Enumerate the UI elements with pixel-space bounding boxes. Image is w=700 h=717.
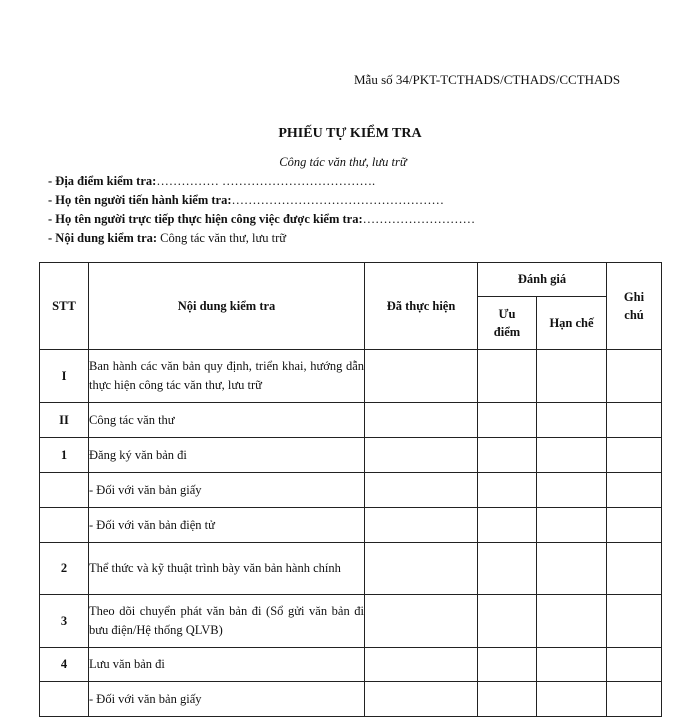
header-note: Ghi chú bbox=[607, 263, 662, 350]
page-subtitle: Công tác văn thư, lưu trữ bbox=[279, 155, 407, 169]
row-note-cell bbox=[607, 508, 662, 543]
inspector-value: …………………………………………… bbox=[231, 193, 445, 207]
row-done-cell bbox=[365, 403, 478, 438]
header-limitation: Hạn chế bbox=[537, 297, 607, 350]
row-done-cell bbox=[365, 508, 478, 543]
info-location bbox=[48, 172, 475, 191]
row-strength-cell bbox=[478, 543, 537, 595]
location-label: - Địa điểm kiểm tra: bbox=[48, 174, 157, 188]
table-row bbox=[40, 595, 662, 648]
row-limitation-cell bbox=[537, 682, 607, 717]
table-row bbox=[40, 438, 662, 473]
location-value: …………… ………………………………. bbox=[156, 174, 376, 188]
row-done-cell bbox=[365, 595, 478, 648]
row-note-cell bbox=[607, 595, 662, 648]
row-stt: 4 bbox=[40, 648, 89, 682]
row-stt bbox=[40, 473, 89, 508]
header-evaluation: Đánh giá bbox=[478, 263, 607, 297]
row-note-cell bbox=[607, 543, 662, 595]
row-done-cell bbox=[365, 648, 478, 682]
form-code: Mẫu số 34/PKT-TCTHADS/CTHADS/CCTHADS bbox=[354, 72, 621, 87]
row-content: Ban hành các văn bản quy định, triển khai, hướng dẫn thực hiện công tác văn thư, lưu trữ bbox=[89, 350, 365, 403]
row-content: Đăng ký văn bản đi bbox=[89, 438, 365, 473]
row-limitation-cell bbox=[537, 350, 607, 403]
row-content: Công tác văn thư bbox=[89, 403, 365, 438]
row-note-cell bbox=[607, 350, 662, 403]
row-stt: 3 bbox=[40, 595, 89, 648]
table-row bbox=[40, 508, 662, 543]
row-content: - Đối với văn bản điện tử bbox=[89, 508, 365, 543]
row-strength-cell bbox=[478, 350, 537, 403]
row-content: - Đối với văn bản giấy bbox=[89, 473, 365, 508]
table-row bbox=[40, 403, 662, 438]
performer-label: - Họ tên người trực tiếp thực hiện công việc được kiểm tra: bbox=[48, 212, 363, 226]
page-title: PHIẾU TỰ KIỂM TRA bbox=[278, 126, 422, 141]
info-content bbox=[48, 229, 475, 248]
table-row bbox=[40, 682, 662, 717]
row-content: - Đối với văn bản giấy bbox=[89, 682, 365, 717]
header-stt: STT bbox=[40, 263, 89, 350]
table-row bbox=[40, 543, 662, 595]
row-strength-cell bbox=[478, 648, 537, 682]
row-stt: I bbox=[40, 350, 89, 403]
row-stt bbox=[40, 508, 89, 543]
content-label: - Nội dung kiểm tra: bbox=[48, 231, 158, 245]
info-block bbox=[48, 172, 475, 248]
info-inspector bbox=[48, 191, 475, 210]
row-stt: 1 bbox=[40, 438, 89, 473]
row-stt bbox=[40, 682, 89, 717]
header-done: Đã thực hiện bbox=[365, 263, 478, 350]
row-note-cell bbox=[607, 473, 662, 508]
row-done-cell bbox=[365, 473, 478, 508]
row-stt: II bbox=[40, 403, 89, 438]
row-strength-cell bbox=[478, 595, 537, 648]
row-note-cell bbox=[607, 682, 662, 717]
row-limitation-cell bbox=[537, 595, 607, 648]
info-performer bbox=[48, 210, 475, 229]
row-strength-cell bbox=[478, 473, 537, 508]
inspector-label: - Họ tên người tiến hành kiểm tra: bbox=[48, 193, 232, 207]
row-note-cell bbox=[607, 648, 662, 682]
row-strength-cell bbox=[478, 403, 537, 438]
inspection-table bbox=[39, 262, 662, 717]
row-limitation-cell bbox=[537, 473, 607, 508]
row-strength-cell bbox=[478, 438, 537, 473]
row-note-cell bbox=[607, 403, 662, 438]
row-content: Thể thức và kỹ thuật trình bày văn bản hành chính bbox=[89, 543, 365, 595]
performer-value: ……………………… bbox=[362, 212, 476, 226]
table-row bbox=[40, 350, 662, 403]
row-content: Theo dõi chuyển phát văn bản đi (Sổ gửi văn bản đi bưu điện/Hệ thống QLVB) bbox=[89, 595, 365, 648]
row-limitation-cell bbox=[537, 543, 607, 595]
row-stt: 2 bbox=[40, 543, 89, 595]
row-done-cell bbox=[365, 350, 478, 403]
row-note-cell bbox=[607, 438, 662, 473]
header-content: Nội dung kiểm tra bbox=[89, 263, 365, 350]
row-strength-cell bbox=[478, 682, 537, 717]
row-strength-cell bbox=[478, 508, 537, 543]
row-limitation-cell bbox=[537, 648, 607, 682]
row-done-cell bbox=[365, 438, 478, 473]
content-value: Công tác văn thư, lưu trữ bbox=[157, 231, 287, 245]
row-done-cell bbox=[365, 543, 478, 595]
row-content: Lưu văn bản đi bbox=[89, 648, 365, 682]
header-strength: Ưu điểm bbox=[478, 297, 537, 350]
table-row bbox=[40, 473, 662, 508]
row-limitation-cell bbox=[537, 438, 607, 473]
row-done-cell bbox=[365, 682, 478, 717]
row-limitation-cell bbox=[537, 403, 607, 438]
table-row bbox=[40, 648, 662, 682]
row-limitation-cell bbox=[537, 508, 607, 543]
